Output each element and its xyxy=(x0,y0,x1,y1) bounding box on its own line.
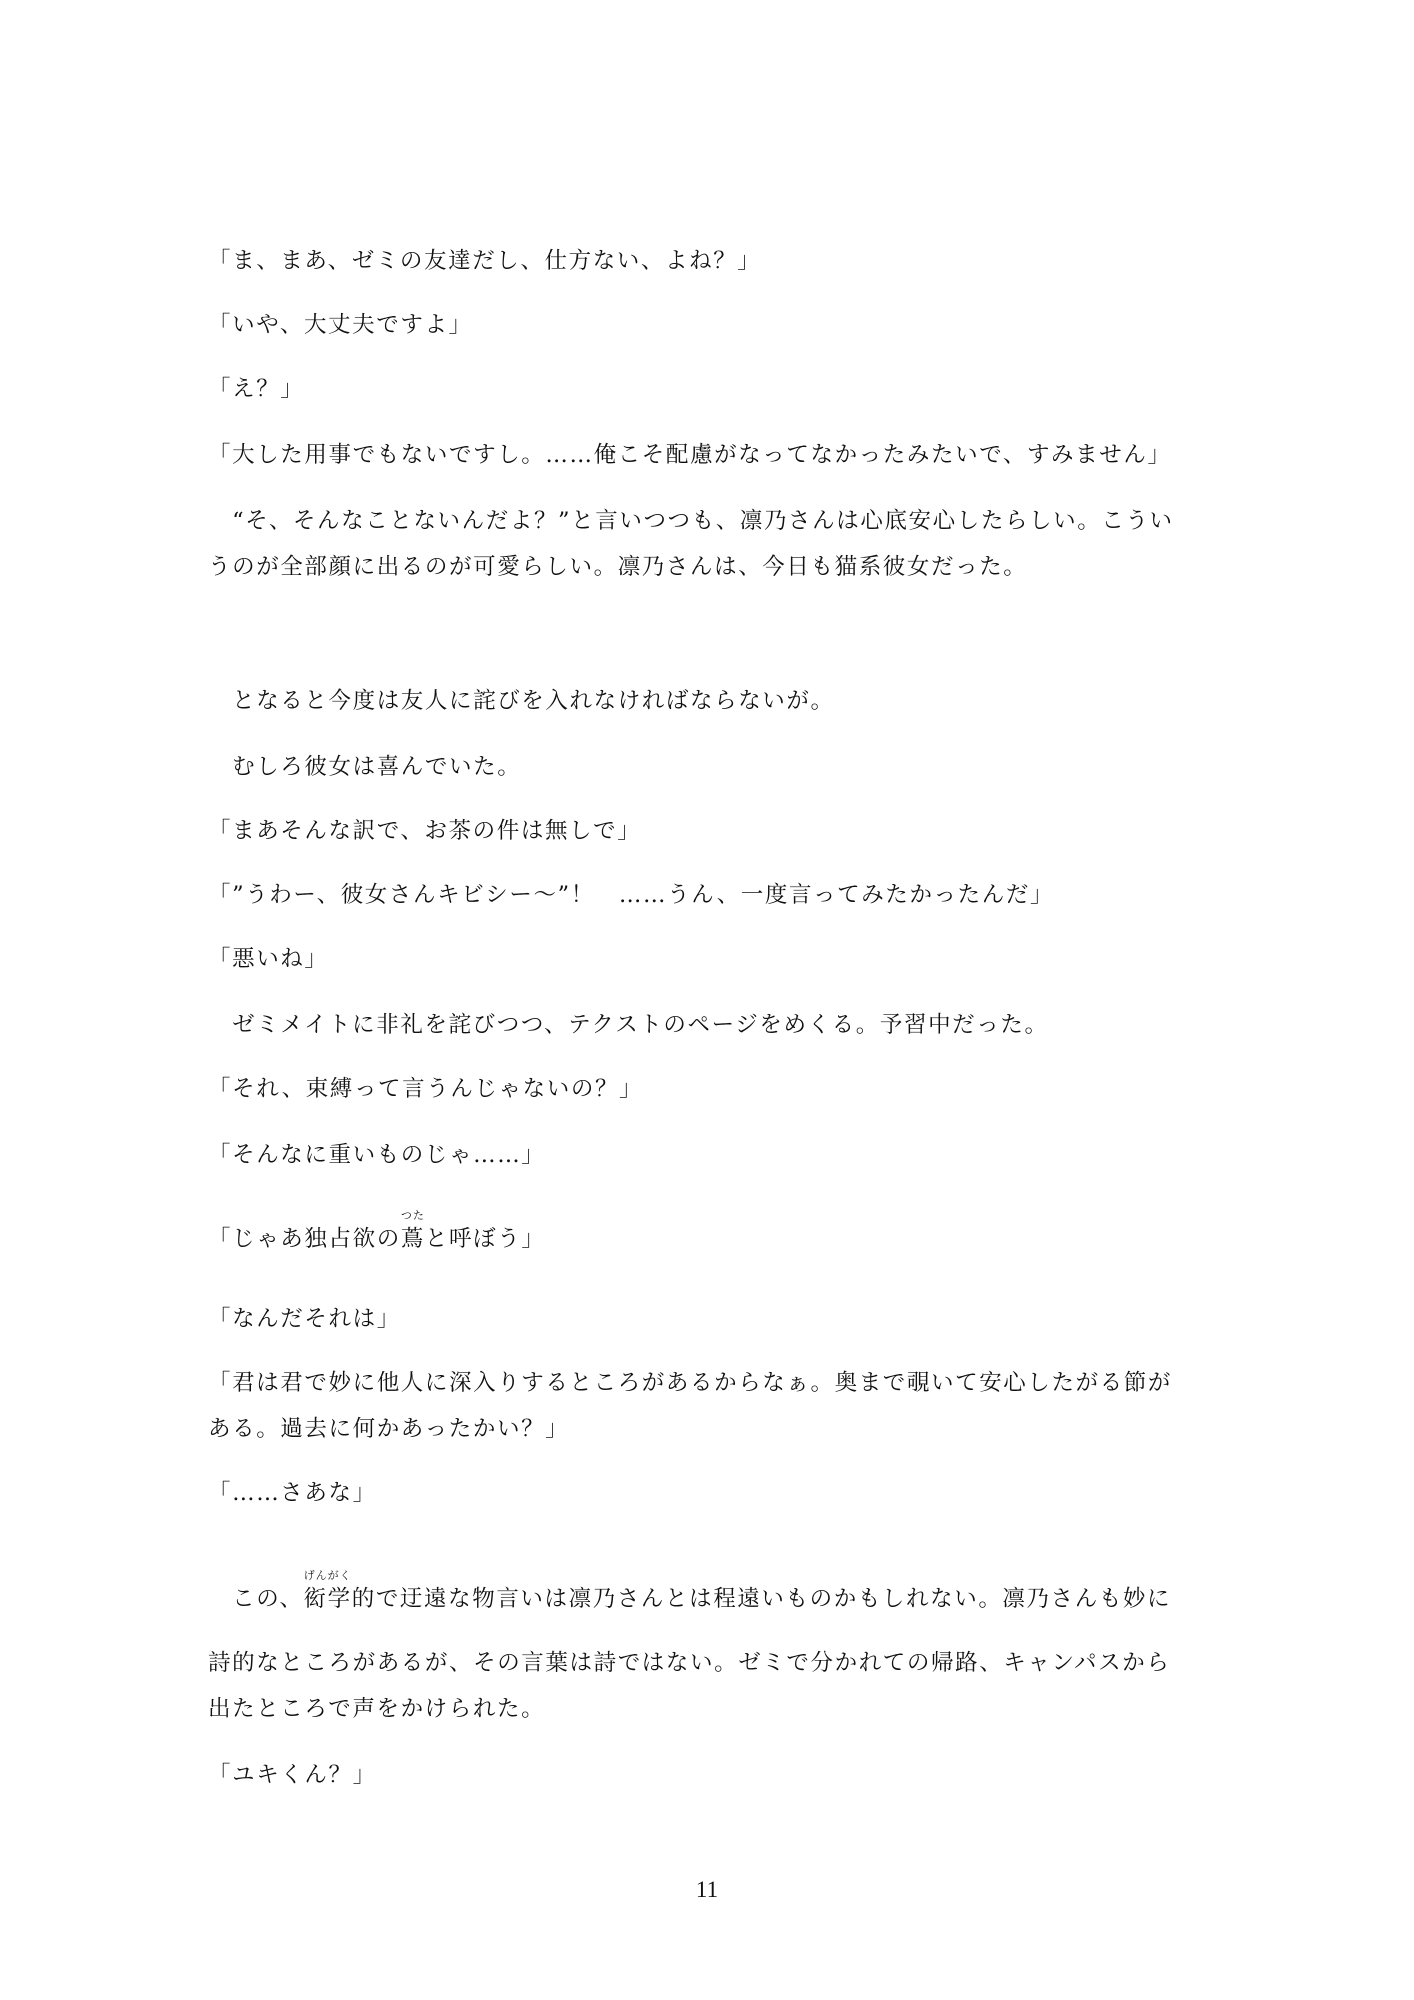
text-line: 「え？」 xyxy=(208,376,305,402)
text-line: 「”うわー、彼女さんキビシー～”！ ……うん、一度言ってみたかったんだ」 xyxy=(208,882,1055,908)
text-line: 「……さあな」 xyxy=(208,1480,377,1506)
text-line: 「なんだそれは」 xyxy=(208,1306,401,1332)
line-text-before: この、 xyxy=(208,1586,304,1612)
text-line: うのが全部顔に出るのが可愛らしい。凛乃さんは、今日も猫系彼女だった。 xyxy=(208,554,1028,580)
text-line: 「ま、まあ、ゼミの友達だし、仕方ない、よね？」 xyxy=(208,248,762,274)
text-line: ゼミメイトに非礼を詫びつつ、テクストのページをめくる。予習中だった。 xyxy=(208,1012,1049,1038)
ruby-reading: げんがく xyxy=(303,1569,352,1582)
page-number: 11 xyxy=(695,1877,719,1902)
text-line: となると今度は友人に詫びを入れなければならないが。 xyxy=(208,688,835,714)
text-line: 「大した用事でもないですし。……俺こそ配慮がなってなかったみたいで、すみません」 xyxy=(208,442,1172,468)
ruby-word xyxy=(303,1569,352,1614)
line-text-before: 「じゃあ独占欲の xyxy=(208,1226,401,1252)
ruby-reading: つた xyxy=(400,1209,425,1222)
ruby-base: 蔦 xyxy=(400,1226,425,1252)
text-line: むしろ彼女は喜んでいた。 xyxy=(208,754,522,780)
ruby-word xyxy=(400,1209,425,1254)
text-line: 「まあそんな訳で、お茶の件は無しで」 xyxy=(208,818,642,844)
text-line: “そ、そんなことないんだよ？”と言いつつも、凛乃さんは心底安心したらしい。こうい xyxy=(208,508,1174,534)
ruby-base: 衒学 xyxy=(303,1586,352,1612)
text-line: 「それ、束縛って言うんじゃないの？」 xyxy=(208,1076,644,1102)
text-line-with-ruby xyxy=(208,1209,546,1254)
text-line: 出たところで声をかけられた。 xyxy=(208,1696,546,1722)
text-line: 詩的なところがあるが、その言葉は詩ではない。ゼミで分かれての帰路、キャンパスから xyxy=(208,1650,1171,1676)
line-text-after: と呼ぼう」 xyxy=(424,1226,546,1252)
text-line: 「悪いね」 xyxy=(208,946,329,972)
text-line-with-ruby xyxy=(208,1569,1172,1614)
text-line: 「いや、大丈夫ですよ」 xyxy=(208,312,473,338)
text-line: 「君は君で妙に他人に深入りするところがあるからなぁ。奥まで覗いて安心したがる節が xyxy=(208,1370,1173,1396)
line-text-after: 的で迂遠な物言いは凛乃さんとは程遠いものかもしれない。凛乃さんも妙に xyxy=(351,1586,1172,1612)
text-line: ある。過去に何かあったかい？」 xyxy=(208,1416,570,1442)
text-line: 「そんなに重いものじゃ……」 xyxy=(208,1142,546,1168)
text-line: 「ユキくん？」 xyxy=(208,1762,377,1788)
